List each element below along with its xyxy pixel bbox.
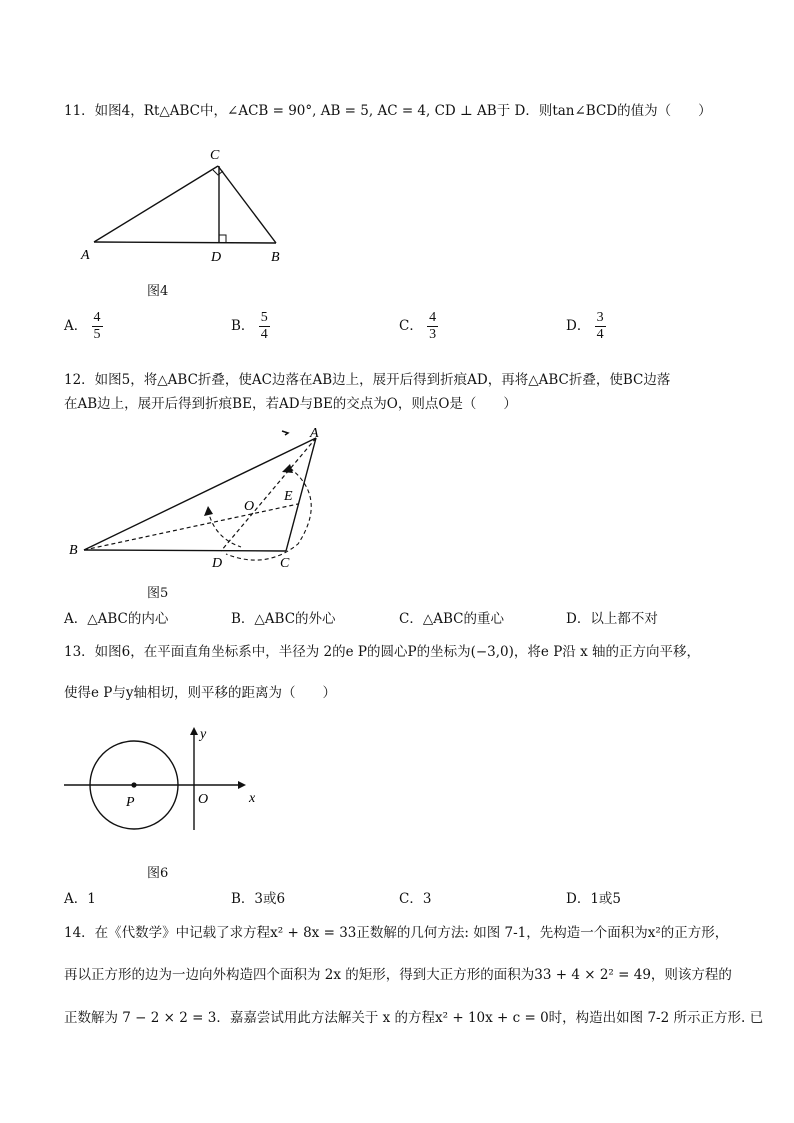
- figure-6-caption: 图6: [147, 866, 169, 881]
- figure-5-caption: 图5: [147, 586, 169, 601]
- ink-mark: [282, 431, 288, 435]
- q13-stem-line2: 使得e P与y轴相切，则平移的距离为（ ）: [64, 685, 336, 701]
- side-bc: [84, 550, 286, 551]
- arrow-head-1: [282, 464, 293, 473]
- label-a: A: [310, 426, 319, 441]
- side-ac: [94, 166, 218, 242]
- label-p: P: [126, 795, 135, 810]
- label-c: C: [280, 556, 290, 570]
- q11-option-c[interactable]: C． $\frac{4}{3}$: [399, 310, 437, 342]
- label-c: C: [210, 148, 220, 163]
- q11-option-d[interactable]: D． $\frac{3}{4}$: [566, 310, 604, 342]
- figure-4: [78, 140, 298, 270]
- side-ab: [94, 242, 276, 243]
- q12-option-c[interactable]: C．△ABC的重心: [399, 611, 504, 627]
- x-axis-arrow: [238, 781, 246, 789]
- q13-option-d[interactable]: D．1或5: [566, 891, 622, 907]
- q14-stem-line3: 正数解为 7 − 2 × 2 = 3．嘉嘉尝试用此方法解关于 x 的方程x² + 10x + c = 0时，构造出如图 7-2 所示正方形. 已: [64, 1010, 764, 1026]
- side-bc: [218, 166, 276, 243]
- crease-be: [84, 504, 298, 550]
- label-d: D: [211, 250, 222, 265]
- crease-ad: [221, 438, 316, 551]
- q14-stem-line1: 14．在《代数学》中记载了求方程x² + 8x = 33正数解的几何方法: 如图 7-1，先构造一个面积为x²的正方形，: [64, 925, 729, 941]
- label-a: A: [81, 248, 90, 263]
- label-y: y: [200, 727, 207, 742]
- y-axis-arrow: [190, 727, 198, 735]
- q13-stem-line1: 13．如图6，在平面直角坐标系中，半径为 2的e P的圆心P的坐标为(−3,0)，将e P沿 x 轴的正方向平移，: [64, 644, 700, 660]
- label-x: x: [249, 791, 256, 806]
- figure-6: [60, 722, 270, 834]
- right-angle-d: [219, 235, 226, 243]
- q13-option-c[interactable]: C．3: [399, 891, 432, 907]
- q12-stem-line1: 12．如图5，将△ABC折叠，使AC边落在AB边上，展开后得到折痕AD，再将△ABC折叠，使BC边落: [64, 372, 671, 388]
- figure-5: [66, 420, 336, 570]
- label-o: O: [198, 792, 209, 807]
- q12-option-d[interactable]: D．以上都不对: [566, 611, 658, 627]
- label-b: B: [69, 543, 78, 558]
- label-b: B: [271, 250, 280, 265]
- q11-option-a[interactable]: A． $\frac{4}{5}$: [64, 310, 101, 342]
- q12-option-b[interactable]: B．△ABC的外心: [231, 611, 336, 627]
- label-d: D: [212, 556, 223, 570]
- q11-number: 11．如图4，: [64, 103, 144, 119]
- q13-option-a[interactable]: A．1: [64, 891, 96, 907]
- label-o: O: [244, 499, 255, 514]
- label-e: E: [284, 489, 293, 504]
- q13-option-b[interactable]: B．3或6: [231, 891, 286, 907]
- q12-option-a[interactable]: A．△ABC的内心: [64, 611, 169, 627]
- q11-option-b[interactable]: B． $\frac{5}{4}$: [231, 310, 268, 342]
- center-p: [131, 782, 136, 787]
- q11-stem: [64, 99, 712, 119]
- q14-stem-line2: 再以正方形的边为一边向外构造四个面积为 2x 的矩形，得到大正方形的面积为33 + 4 × 2² = 49，则该方程的: [64, 967, 732, 983]
- figure-4-caption: 图4: [147, 284, 169, 299]
- fold-arc-bc: [208, 510, 241, 547]
- arrow-head-2: [204, 506, 213, 516]
- side-ab: [84, 438, 316, 550]
- q12-stem-line2: 在AB边上，展开后得到折痕BE，若AD与BE的交点为O，则点O是（ ）: [64, 396, 517, 412]
- q11-text: Rt△ABC中，∠ACB = 90°, AB = 5, AC = 4, CD ⊥ AB于 D．则tan∠BCD的值为（ ）: [143, 103, 712, 119]
